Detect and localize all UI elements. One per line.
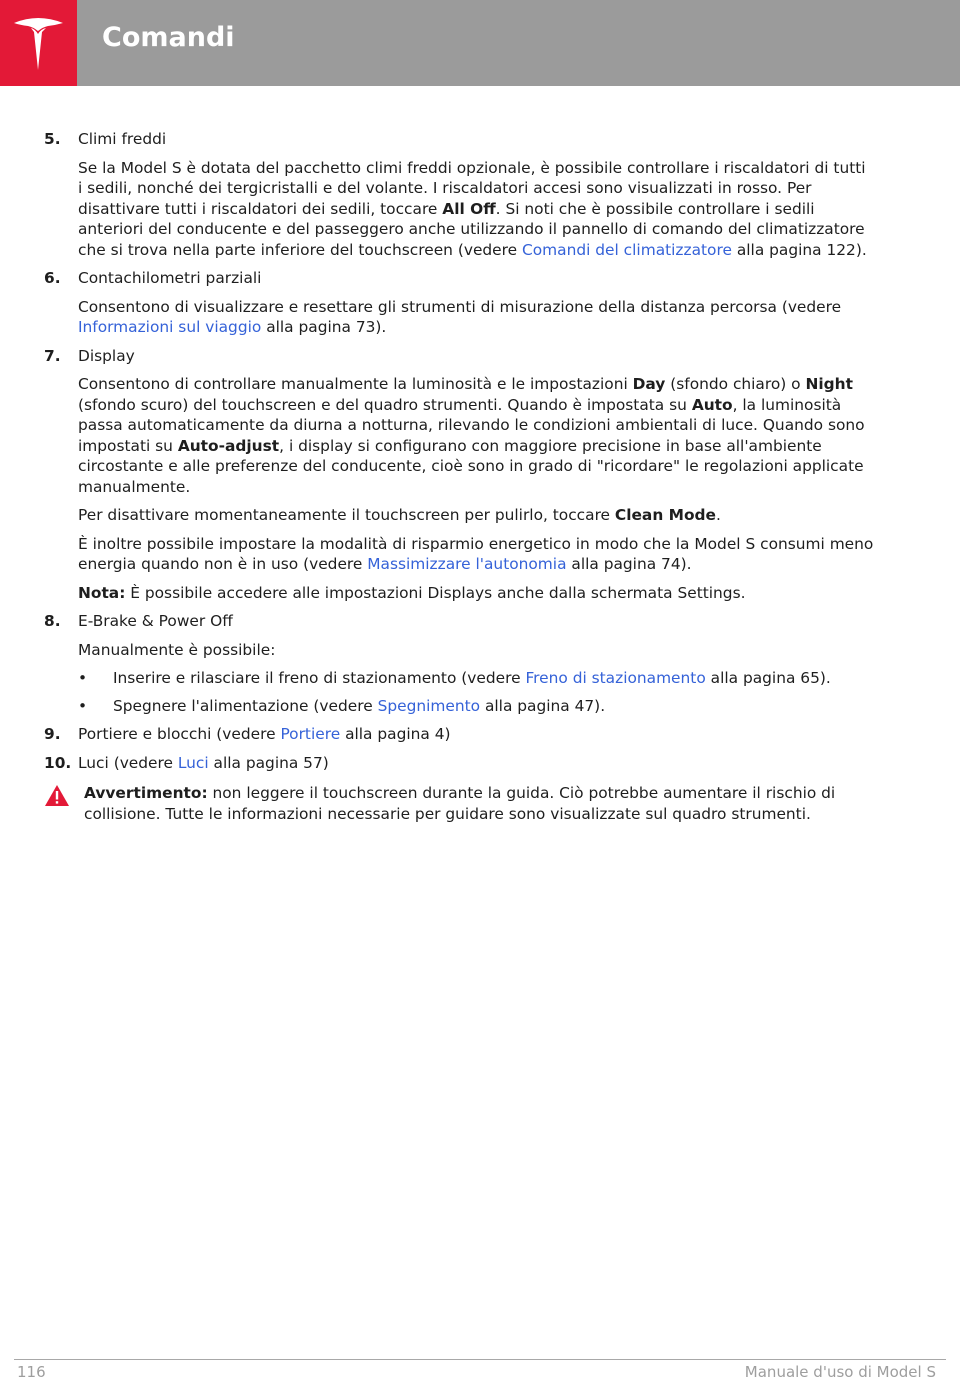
item-number: 9.	[44, 725, 61, 743]
item-number: 7.	[44, 346, 61, 365]
list-item-9	[44, 724, 874, 745]
link-comandi-climatizzatore[interactable]: Comandi del climatizzatore	[522, 240, 732, 259]
bullet-item: • Inserire e rilasciare il freno di stazionamento (vedere Freno di stazionamento alla pagina 65).	[78, 669, 831, 687]
list-item-6	[44, 268, 874, 338]
item-description-clean-mode: Per disattivare momentaneamente il touchscreen per pulirlo, toccare Clean Mode.	[78, 506, 721, 524]
warning-label: Avvertimento:	[84, 784, 208, 802]
bullet-icon: •	[78, 696, 88, 715]
item-title: Climi freddi	[78, 130, 167, 148]
page-title: Comandi	[102, 22, 235, 53]
item-number: 6.	[44, 269, 61, 287]
manual-title: Manuale d'uso di Model S	[744, 1363, 936, 1381]
warning-triangle-icon	[44, 784, 70, 807]
warning-text: non leggere il touchscreen durante la guida. Ciò potrebbe aumentare il rischio di collisione. Tutte le informazioni necessarie per guidare sono visualizzate sul quadro strumenti.	[84, 784, 836, 823]
bullet-item: • Spegnere l'alimentazione (vedere Spegnimento alla pagina 47).	[78, 696, 606, 715]
item-title: Display	[78, 346, 135, 365]
link-spegnimento[interactable]: Spegnimento	[377, 696, 481, 715]
item-title: Luci (vedere Luci alla pagina 57)	[78, 753, 329, 772]
item-title: Portiere e blocchi (vedere Portiere alla pagina 4)	[78, 725, 451, 743]
link-freno-stazionamento[interactable]: Freno di stazionamento	[525, 669, 706, 687]
item-number: 8.	[44, 612, 61, 630]
warning-box	[44, 783, 874, 824]
list-item-10	[44, 753, 874, 774]
item-description-energy: È inoltre possibile impostare la modalità di risparmio energetico in modo che la Model S consumi meno energia quando non è in uso (vedere Massimizzare l'autonomia alla pagina 74).	[78, 534, 874, 573]
link-portiere[interactable]: Portiere	[280, 725, 341, 743]
page-header	[0, 0, 960, 86]
link-luci[interactable]: Luci	[177, 753, 209, 772]
item-description: Manualmente è possibile:	[78, 640, 276, 659]
item-title: E-Brake & Power Off	[78, 612, 233, 630]
item-description: Se la Model S è dotata del pacchetto climi freddi opzionale, è possibile controllare i riscaldatori di tutti i sedili, nonché dei tergicristalli e del volante. I riscaldatori accesi sono visualizzati in rosso. Per disattivare tutti i riscaldatori dei sedili, toccare All Off. Si noti che è possibile controllare i sedili anteriori del conducente e del passeggero anche utilizzando il pannello di comando del climatizzatore che si trova nella parte inferiore del touchscreen (vedere Comandi del climatizzatore alla pagina 122).	[78, 158, 867, 259]
page-content	[44, 129, 874, 824]
list-item-7	[44, 346, 874, 604]
footer-divider	[14, 1359, 946, 1360]
list-item-5	[44, 129, 874, 260]
link-massimizzare-autonomia[interactable]: Massimizzare l'autonomia	[367, 555, 567, 573]
link-informazioni-viaggio[interactable]: Informazioni sul viaggio	[78, 318, 262, 336]
page-number: 116	[17, 1363, 46, 1381]
note: Nota: È possibile accedere alle impostazioni Displays anche dalla schermata Settings.	[78, 583, 746, 602]
item-number: 5.	[44, 130, 61, 148]
item-number: 10.	[44, 753, 72, 772]
brand-logo	[0, 0, 77, 86]
list-item-8	[44, 611, 874, 716]
item-title: Contachilometri parziali	[78, 269, 262, 287]
item-description: Consentono di controllare manualmente la luminosità e le impostazioni Day (sfondo chiaro) o Night (sfondo scuro) del touchscreen e del quadro strumenti. Quando è impostata su Auto, la luminosità passa automaticamente da diurna a notturna, rilevando le condizioni ambientali di luce. Quando sono impostati su Auto-adjust, i display si configurano con maggiore precisione in base all'ambiente circostante e alle preferenze del conducente, cioè sono in grado di "ricordare" le regolazioni applicate manualmente.	[78, 375, 865, 496]
bullet-icon: •	[78, 669, 88, 687]
item-description: Consentono di visualizzare e resettare gli strumenti di misurazione della distanza percorsa (vedere Informazioni sul viaggio alla pagina 73).	[78, 297, 842, 336]
tesla-logo-icon	[12, 14, 65, 72]
